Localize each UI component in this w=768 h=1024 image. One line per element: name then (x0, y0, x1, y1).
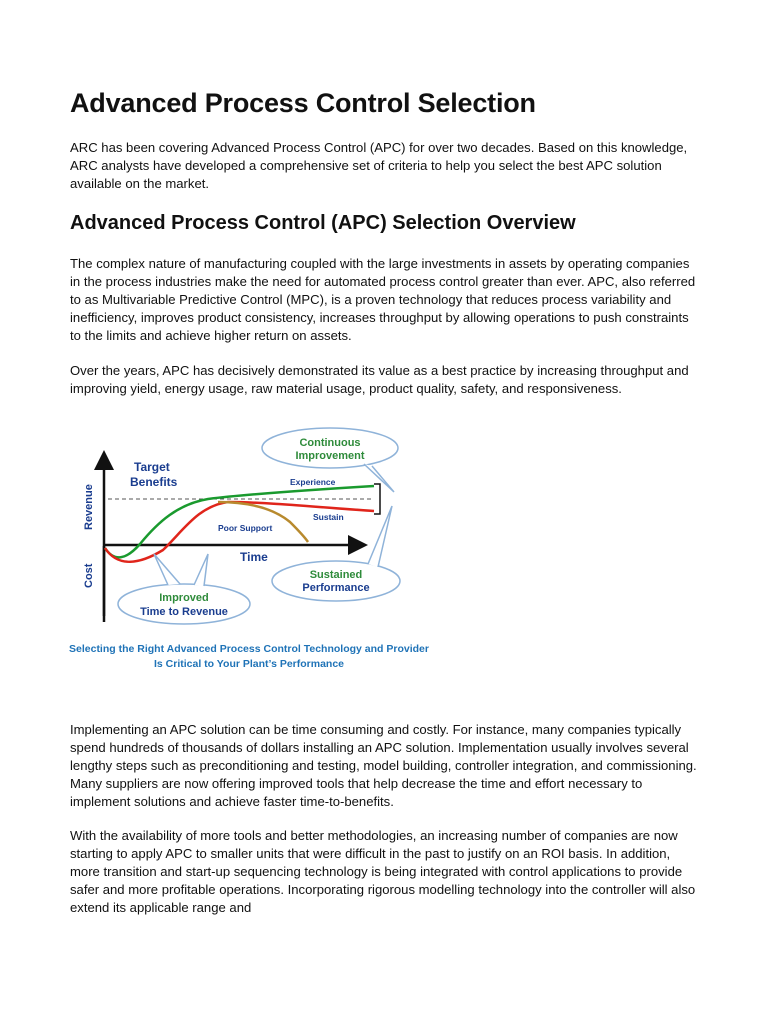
continuous-label: Continuous (299, 437, 361, 449)
bracket (374, 484, 380, 514)
revenue-axis-label: Revenue (83, 484, 95, 530)
section-heading: Advanced Process Control (APC) Selection Overview (70, 212, 576, 234)
apc-benefits-figure (68, 426, 430, 674)
body-paragraph: Over the years, APC has decisively demonstrated its value as a best practice by increasing throughput and improving yield, energy usage, raw material usage, product quality, safety, and responsiveness. (70, 363, 689, 396)
poor-support-label: Poor Support (218, 523, 273, 533)
caption-line-1: Selecting the Right Advanced Process Control Technology and Provider (69, 643, 429, 655)
continuous-improvement-pointer (364, 464, 394, 492)
figure-caption (68, 642, 430, 672)
performance-label: Performance (302, 582, 370, 594)
body-paragraph: Implementing an APC solution can be time consuming and costly. For instance, many companies typically spend hundreds of thousands of dollars installing an APC solution. Implementation usually involves several lengthy steps such as preconditioning and testing, model building, controller integration, and commissioning. Many suppliers are now offering improved tools that help decrease the time and effort necessary to implement solutions and achieve faster time-to-benefits. (70, 722, 697, 809)
target-label: Target (134, 460, 170, 474)
caption-line-2: Is Critical to Your Plant’s Performance (153, 658, 345, 670)
time-to-revenue-pointer-2 (194, 554, 208, 586)
improved-label: Improved (159, 592, 209, 604)
body-paragraph: With the availability of more tools and better methodologies, an increasing number of companies are now starting to apply APC to smaller units that were difficult in the past to justify on an ROI basis. In addition, more transition and start-up sequencing technology is being integrated with control applications to provide safer and more profitable operations. Incorporating rigorous modelling technology into the controller will also extend its applicable range and (70, 828, 696, 915)
sustained-performance-bubble (272, 561, 400, 601)
sustained-performance-pointer (368, 506, 392, 567)
cost-axis-label: Cost (83, 563, 95, 588)
page-title: Advanced Process Control Selection (70, 88, 536, 118)
poor-support-curve (218, 502, 308, 542)
time-to-revenue-bubble (118, 584, 250, 624)
apc-benefits-diagram (68, 426, 430, 641)
sustain-label: Sustain (313, 512, 344, 522)
time-axis-label: Time (240, 550, 268, 564)
time-to-revenue-label: Time to Revenue (140, 606, 228, 618)
time-to-revenue-pointer (154, 554, 180, 585)
experience-label: Experience (290, 477, 336, 487)
body-paragraph: The complex nature of manufacturing coupled with the large investments in assets by operating companies in the process industries make the need for automated process control greater than ever. APC, also referred to as Multivariable Predictive Control (MPC), is a proven technology that reduces process variability and inefficiency, improves product consistency, increases throughput by allowing operations to push constraints to the limits and achieve higher return on assets. (70, 256, 696, 343)
benefits-label: Benefits (130, 475, 178, 489)
sustained-label: Sustained (309, 569, 363, 581)
intro-paragraph: ARC has been covering Advanced Process Control (APC) for over two decades. Based on this knowledge, ARC analysts have developed a comprehensive set of criteria to help you select the best APC solution available on the market. (70, 140, 688, 191)
improvement-label: Improvement (295, 450, 365, 462)
